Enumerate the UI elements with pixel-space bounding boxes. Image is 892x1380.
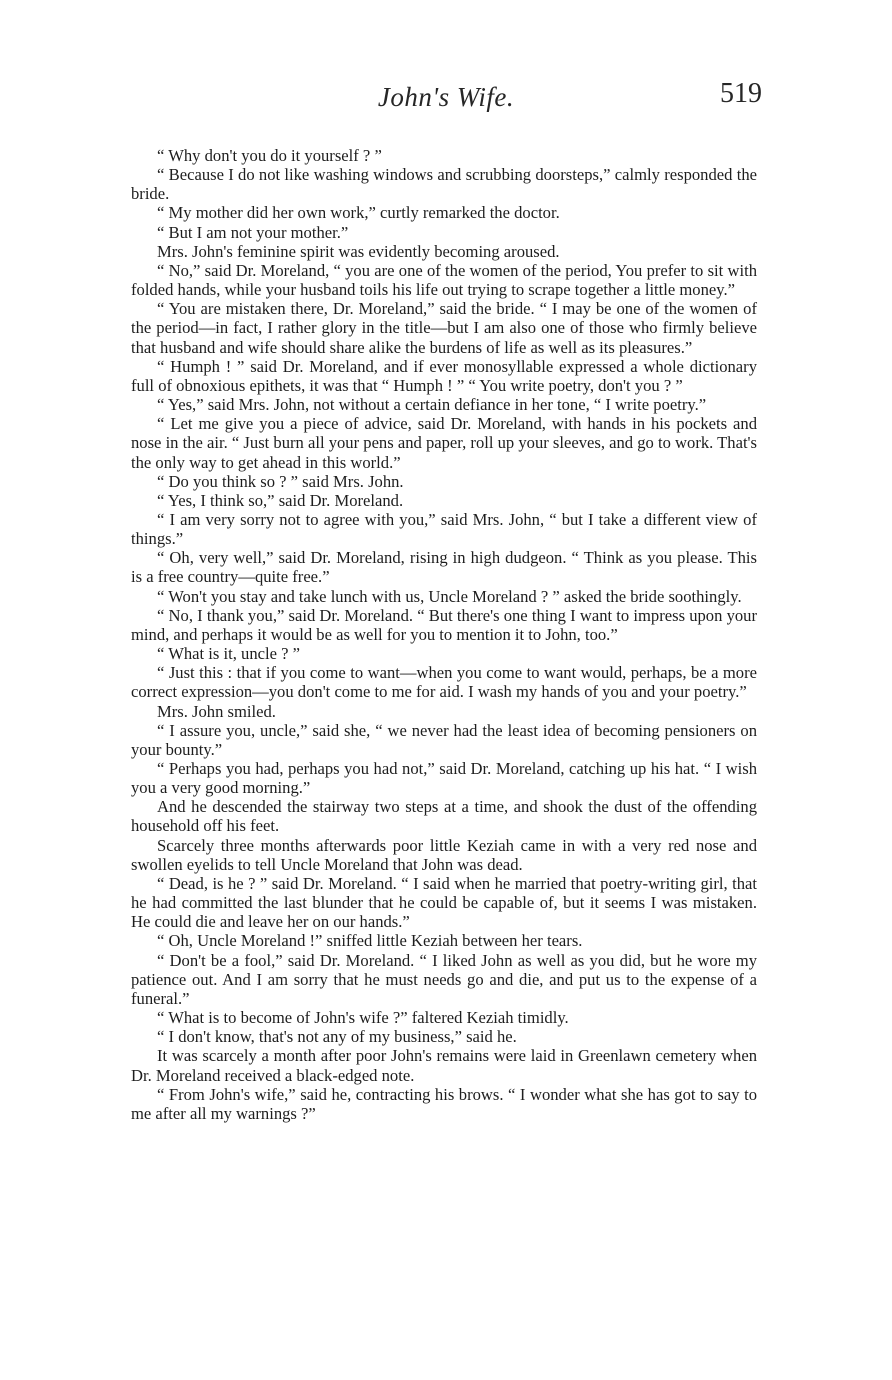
paragraph: It was scarcely a month after poor John's remains were laid in Greenlawn cemetery when Dr. Moreland received a black-edged note.	[131, 1046, 757, 1085]
paragraph: “ I assure you, uncle,” said she, “ we never had the least idea of becoming pensioners on your bounty.”	[131, 720, 757, 759]
paragraph: “ What is to become of John's wife ?” faltered Keziah timidly.	[157, 1008, 569, 1028]
paragraph: “ You are mistaken there, Dr. Moreland,” said the bride. “ I may be one of the women of the period—in fact, I rather glory in the title—but I am also one of those who firmly believe that husband and wife should share alike the burdens of life as well as its pleasures.”	[131, 299, 757, 357]
paragraph: “ Oh, Uncle Moreland !” sniffed little Keziah between her tears.	[157, 931, 583, 951]
paragraph: “ Because I do not like washing windows and scrubbing doorsteps,” calmly responded the bride.	[131, 165, 757, 204]
page-number: 519	[720, 78, 762, 109]
paragraph: “ Oh, very well,” said Dr. Moreland, rising in high dudgeon. “ Think as you please. This is a free country—quite free.”	[131, 548, 757, 587]
paragraph: “ Dead, is he ? ” said Dr. Moreland. “ I said when he married that poetry-writing girl, that he had committed the last blunder that he could be capable of, but it seems I was mistaken. He could die and leave her on our hands.”	[131, 873, 757, 932]
paragraph: “ Yes,” said Mrs. John, not without a certain defiance in her tone, “ I write poetry.”	[157, 395, 707, 415]
paragraph: “ Don't be a fool,” said Dr. Moreland. “ I liked John as well as you did, but he wore my patience out. And I am sorry that he must needs go and die, and put us to the expense of a funeral.”	[131, 950, 757, 1008]
paragraph: “ What is it, uncle ? ”	[157, 644, 300, 664]
paragraph: “ Won't you stay and take lunch with us, Uncle Moreland ? ” asked the bride soothingly.	[157, 586, 742, 606]
paragraph: “ Perhaps you had, perhaps you had not,” said Dr. Moreland, catching up his hat. “ I wish you a very good morning.”	[131, 759, 757, 798]
paragraph: “ Why don't you do it yourself ? ”	[157, 146, 382, 165]
paragraph: Mrs. John smiled.	[157, 701, 276, 721]
paragraph: “ No,” said Dr. Moreland, “ you are one of the women of the period, You prefer to sit with folded hands, while your husband toils his life out trying to scrape together a little money.”	[131, 260, 757, 300]
paragraph: Mrs. John's feminine spirit was evidently becoming aroused.	[157, 241, 560, 261]
paragraph: “ No, I thank you,” said Dr. Moreland. “ But there's one thing I want to impress upon your mind, and perhaps it would be as well for you to mention it to John, too.”	[131, 605, 757, 644]
paragraph: Scarcely three months afterwards poor little Keziah came in with a very red nose and swollen eyelids to tell Uncle Moreland that John was dead.	[131, 835, 757, 874]
paragraph: “ My mother did her own work,” curtly remarked the doctor.	[157, 203, 560, 223]
paragraph: “ But I am not your mother.”	[157, 222, 349, 242]
paragraph: And he descended the stairway two steps at a time, and shook the dust of the offending household off his feet.	[131, 797, 757, 836]
paragraph: “ Yes, I think so,” said Dr. Moreland.	[157, 490, 404, 510]
paragraph: “ From John's wife,” said he, contracting his brows. “ I wonder what she has got to say to me after all my warnings ?”	[131, 1084, 757, 1123]
paragraph: “ I don't know, that's not any of my business,” said he.	[157, 1027, 517, 1047]
running-title: John's Wife.	[377, 82, 515, 112]
paragraph: “ Just this : that if you come to want—when you come to want would, perhaps, be a more correct expression—you don't come to me for aid. I wash my hands of you and your poetry.”	[131, 663, 757, 702]
body-text	[131, 146, 757, 1123]
paragraph: “ Humph ! ” said Dr. Moreland, and if ever monosyllable expressed a whole dictionary full of obnoxious epithets, it was that “ Humph ! ” “ You write poetry, don't you ? ”	[131, 356, 757, 395]
paragraph: “ Do you think so ? ” said Mrs. John.	[157, 471, 404, 491]
paragraph: “ Let me give you a piece of advice, said Dr. Moreland, with hands in his pockets and nose in the air. “ Just burn all your pens and paper, roll up your sleeves, and go to work. That's the only way to get ahead in this world.”	[131, 414, 758, 472]
paragraph: “ I am very sorry not to agree with you,” said Mrs. John, “ but I take a different view of things.”	[131, 509, 757, 549]
